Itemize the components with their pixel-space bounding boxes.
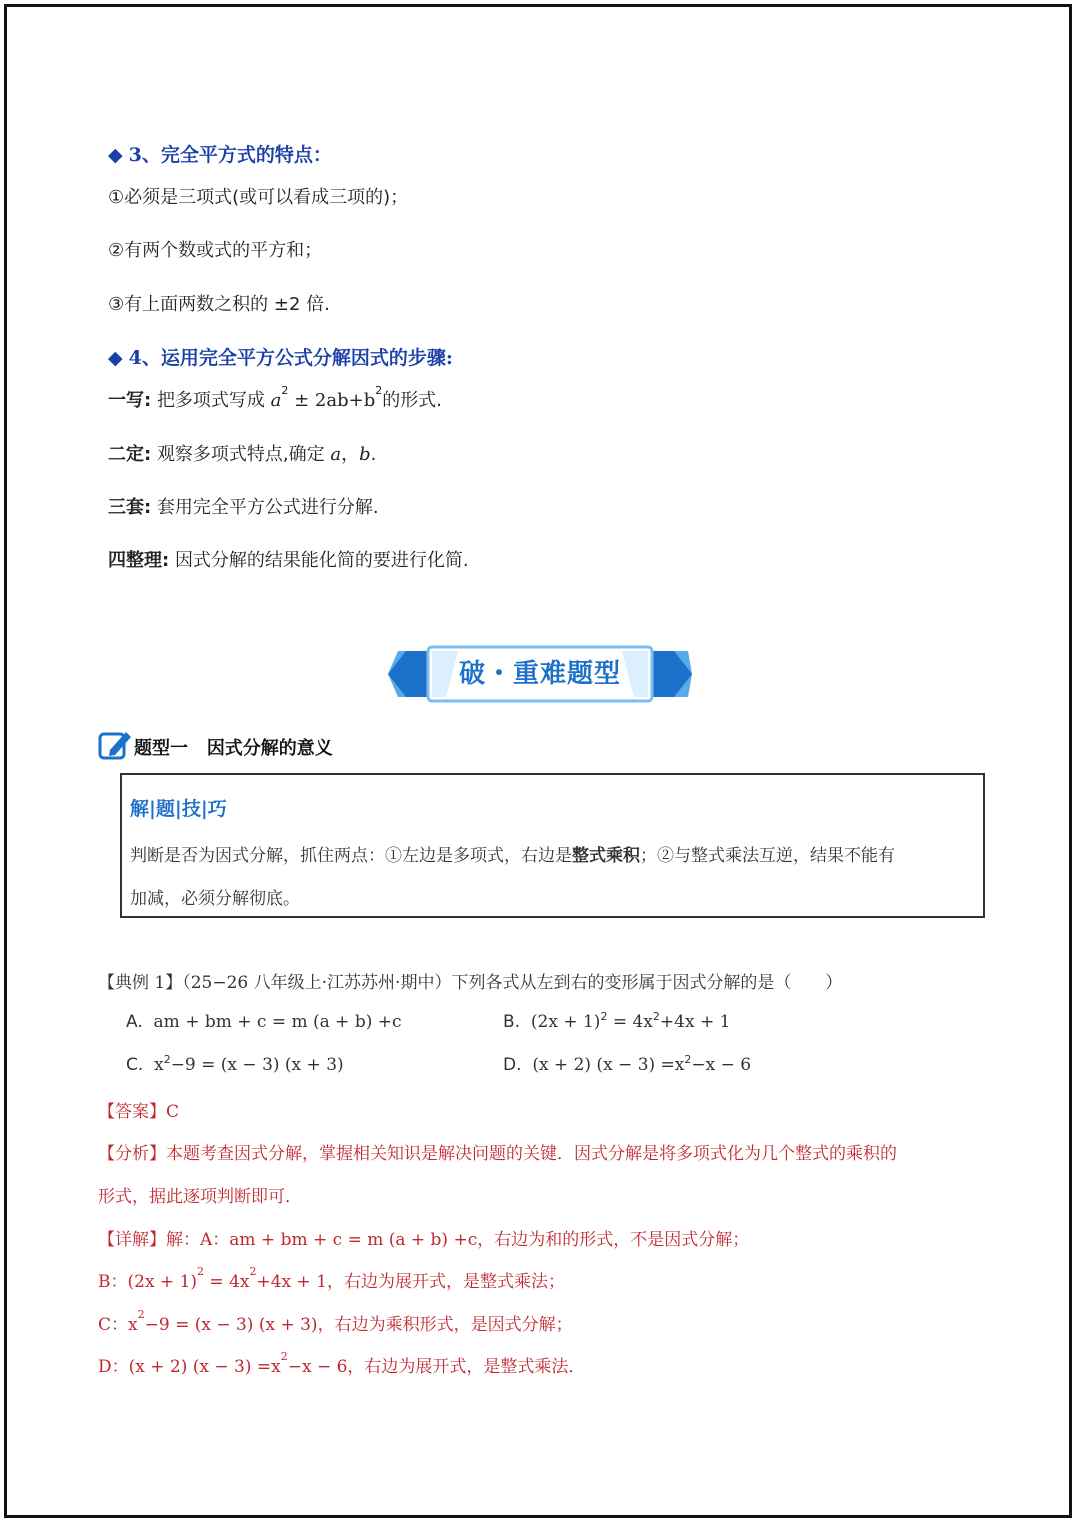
tips-line-1	[130, 841, 895, 866]
diamond-bullet-icon: ◆	[108, 347, 123, 369]
step-text: 套用完全平方公式进行分解.	[156, 497, 379, 518]
diamond-bullet-icon: ◆	[108, 144, 123, 166]
step-3	[108, 493, 379, 519]
step-text: 的形式.	[382, 390, 442, 411]
section4-heading-text: 4、运用完全平方公式分解因式的步骤:	[128, 347, 453, 369]
tips-text: 判断是否为因式分解，抓住两点：①左边是多项式，右边是	[130, 846, 572, 866]
tips-bold: 整式乘积	[572, 846, 640, 866]
exponent: 2	[249, 1265, 257, 1278]
exponent: 2	[652, 1010, 660, 1023]
option-text: −9 = (x − 3) (x + 3)	[170, 1055, 344, 1075]
analysis-line-2: 形式，据此逐项判断即可．	[98, 1187, 302, 1207]
section3-item-2: ②有两个数或式的平方和；	[108, 240, 323, 261]
option-text: −x − 6	[691, 1055, 752, 1075]
tips-title: 解|题|技|巧	[130, 798, 227, 820]
answer: 【答案】C	[98, 1102, 180, 1122]
step-text: 把多项式写成	[156, 390, 271, 411]
detail-b	[98, 1267, 565, 1292]
exponent: 2	[600, 1010, 608, 1023]
detail-text: = 4x	[204, 1272, 250, 1292]
exponent: 2	[280, 1350, 288, 1363]
type1-label: 题型一	[134, 738, 188, 759]
detail-text: D：(x + 2) (x − 3) =x	[98, 1357, 281, 1377]
option-d	[503, 1055, 751, 1075]
option-a	[126, 1012, 402, 1032]
option-b	[503, 1012, 730, 1032]
step-text: 观察多项式特点,确定	[156, 444, 331, 465]
step-4	[108, 546, 469, 572]
exponent: 2	[163, 1053, 171, 1066]
section3-heading	[108, 140, 332, 167]
section3-heading-text: 3、完全平方式的特点：	[128, 144, 332, 166]
step-label: 四整理:	[108, 550, 170, 571]
tips-line-2: 加减，必须分解彻底。	[130, 889, 300, 909]
tips-text: ；②与整式乘法互逆，结果不能有	[640, 846, 895, 866]
step-text: 因式分解的结果能化简的要进行化简.	[174, 550, 469, 571]
option-text: (2x + 1)	[530, 1012, 601, 1032]
exponent: 2	[281, 384, 289, 397]
step-text: .	[370, 444, 377, 465]
exponent: 2	[197, 1265, 205, 1278]
detail-text: −9 = (x − 3) (x + 3)，右边为乘积形式，是因式分解；	[144, 1315, 573, 1335]
detail-a: 【详解】解：A：am + bm + c = m (a + b) +c，右边为和的形式，不是因式分解；	[98, 1230, 750, 1250]
step-2	[108, 440, 376, 466]
example-question: 【典例 1】（25−26 八年级上·江苏苏州·期中）下列各式从左到右的变形属于因式分解的是（ ）	[98, 973, 843, 993]
exponent: 2	[137, 1308, 145, 1321]
analysis-line-1: 【分析】本题考查因式分解，掌握相关知识是解决问题的关键．因式分解是将多项式化为几个整式的乘积的	[98, 1144, 897, 1164]
banner-title: 破・重难题型	[458, 659, 621, 689]
section-banner	[388, 645, 692, 703]
option-c	[126, 1055, 344, 1075]
type1-title: 因式分解的意义	[206, 738, 333, 759]
step-1	[108, 386, 442, 412]
exponent: 2	[684, 1053, 692, 1066]
option-text: am + bm + c = m (a + b) +c	[153, 1012, 402, 1032]
formula: a	[270, 390, 282, 411]
option-key: A.	[126, 1012, 143, 1032]
option-text: x	[154, 1055, 164, 1075]
option-text: (x + 2) (x − 3) =x	[532, 1055, 685, 1075]
detail-d	[98, 1352, 585, 1377]
step-label: 一写:	[108, 390, 152, 411]
section3-item-1: ①必须是三项式(或可以看成三项的)；	[108, 187, 409, 208]
pen-note-icon	[98, 728, 134, 762]
exponent: 2	[375, 384, 383, 397]
option-text: +4x + 1	[659, 1012, 731, 1032]
detail-text: C：x	[98, 1315, 138, 1335]
step-label: 二定:	[108, 444, 152, 465]
option-key: C.	[126, 1055, 144, 1075]
formula: ± 2ab+b	[288, 390, 376, 411]
section4-heading	[108, 343, 453, 370]
variable: b	[359, 444, 371, 465]
section3-item-3: ③有上面两数之积的 ±2 倍.	[108, 294, 330, 315]
option-text: = 4x	[607, 1012, 653, 1032]
variable: a	[330, 444, 342, 465]
detail-text: B：(2x + 1)	[98, 1272, 198, 1292]
detail-text: −x − 6，右边为展开式，是整式乘法．	[287, 1357, 586, 1377]
option-key: B.	[503, 1012, 521, 1032]
step-label: 三套:	[108, 497, 152, 518]
separator: ，	[341, 444, 360, 465]
detail-c	[98, 1310, 573, 1335]
detail-text: +4x + 1，右边为展开式，是整式乘法；	[256, 1272, 566, 1292]
type1-heading	[134, 734, 333, 760]
option-key: D.	[503, 1055, 522, 1075]
